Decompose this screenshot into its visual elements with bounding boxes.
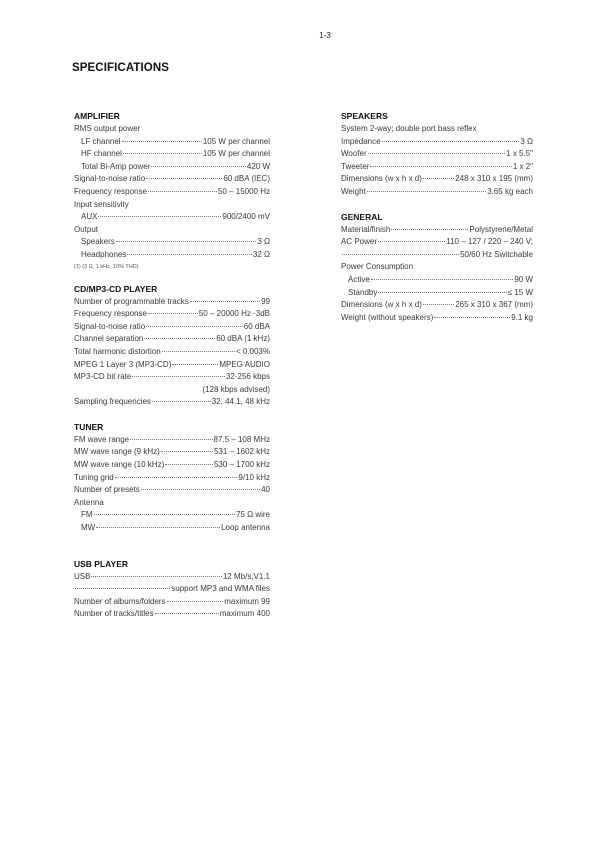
- spec-row: [341, 224, 533, 237]
- spec-label: Input sensitivity: [74, 199, 129, 209]
- spec-value-note: (128 kbps advised): [202, 384, 270, 394]
- spec-label: System 2-way; double port bass reflex: [341, 124, 477, 133]
- spec-value: 265 x 310 x 367 (mm): [455, 300, 533, 310]
- spec-row: [74, 522, 270, 535]
- page-title: SPECIFICATIONS: [72, 62, 170, 74]
- leader-dots: [167, 600, 224, 602]
- spec-label: Frequency response: [74, 186, 147, 196]
- spec-value: 1 x 2": [512, 161, 533, 171]
- leader-dots: [115, 476, 238, 478]
- spec-value: 105 W per channel: [202, 149, 270, 159]
- tuner-section: [74, 422, 270, 535]
- spec-label: Antenna: [74, 497, 104, 507]
- spec-value: 32-256 kbps: [225, 372, 270, 382]
- spec-label: Weight: [341, 186, 366, 196]
- leader-dots: [368, 152, 506, 154]
- spec-row: [74, 211, 270, 224]
- leader-dots: [423, 303, 454, 305]
- spec-label: MPEG 1 Layer 3 (MP3-CD): [74, 359, 172, 369]
- spec-value: Polystyrene/Metal: [469, 224, 533, 234]
- leader-dots: [94, 513, 235, 515]
- spec-value: 1 x 5.5": [506, 149, 533, 159]
- spec-label: Material/finish: [341, 224, 391, 234]
- spec-row: [74, 608, 270, 621]
- spec-value: 60 dBA (IEC): [223, 174, 270, 184]
- spec-value: 99: [261, 296, 270, 306]
- spec-label: LF channel: [81, 136, 121, 146]
- spec-label: MW: [81, 523, 96, 533]
- spec-label: Weight (without speakers): [341, 312, 434, 322]
- spec-label: HF channel: [81, 149, 122, 159]
- spec-value: 50 – 15000 Hz: [217, 186, 270, 196]
- spec-row: [74, 509, 270, 522]
- leader-dots: [132, 375, 225, 377]
- spec-label: Dimensions (w x h x d): [341, 300, 422, 310]
- footnote: (1) (3 Ω, 1 kHz, 10% THD): [74, 263, 139, 270]
- spec-label: Active: [348, 274, 370, 284]
- spec-label: Dimensions (w x h x d): [341, 174, 422, 184]
- spec-label: Total Bi-Amp power: [81, 161, 151, 171]
- spec-row: [74, 459, 270, 472]
- leader-dots: [148, 190, 217, 192]
- spec-label: Speakers: [81, 237, 115, 247]
- leader-dots: [367, 190, 486, 192]
- leader-dots: [370, 165, 511, 167]
- spec-row: [74, 583, 270, 596]
- spec-row: [74, 396, 270, 409]
- spec-label: AC Power: [341, 237, 378, 247]
- section-heading: SPEAKERS: [341, 111, 388, 121]
- spec-label: FM: [81, 510, 93, 520]
- spec-label: Number of programmable tracks: [74, 296, 189, 306]
- leader-dots: [162, 350, 235, 352]
- speakers-section: [341, 111, 533, 199]
- leader-dots: [172, 363, 218, 365]
- spec-label: Power Consumption: [341, 262, 414, 272]
- spec-value: 420 W: [246, 161, 270, 171]
- spec-row: [341, 186, 533, 199]
- spec-row: [341, 173, 533, 186]
- spec-value: Loop antenna: [221, 523, 270, 533]
- section-heading: TUNER: [74, 421, 104, 432]
- spec-row: [74, 359, 270, 372]
- section-heading: CD/MP3-CD PLAYER: [74, 283, 158, 294]
- spec-value: 87.5 – 108 MHz: [213, 434, 270, 444]
- spec-value: 248 x 310 x 195 (mm): [455, 174, 533, 184]
- spec-row: [74, 596, 270, 609]
- spec-row: [341, 299, 533, 312]
- spec-row: [74, 148, 270, 161]
- spec-row: [74, 371, 270, 384]
- spec-row: [341, 161, 533, 174]
- leader-dots: [382, 140, 520, 142]
- spec-value: 900/2400 mV: [222, 212, 270, 222]
- spec-value: 110 – 127 / 220 – 240 V;: [446, 237, 533, 247]
- spec-value: 12 Mb/s,V1.1: [222, 571, 270, 581]
- leader-dots: [378, 240, 445, 242]
- spec-label: FM wave range: [74, 434, 130, 444]
- spec-row: [74, 161, 270, 174]
- spec-value: 90 W: [514, 274, 533, 284]
- spec-value: MPEG AUDIO: [219, 359, 270, 369]
- leader-dots: [116, 240, 257, 242]
- spec-label: Headphones: [81, 249, 127, 259]
- section-heading: GENERAL: [341, 211, 383, 222]
- spec-value: 105 W per channel: [202, 136, 270, 146]
- spec-row: [74, 249, 270, 262]
- spec-label: Signal-to-noise ratio: [74, 174, 146, 184]
- leader-dots: [146, 177, 222, 179]
- spec-label: Number of albums/folders: [74, 596, 166, 606]
- spec-row: [341, 287, 533, 300]
- section-heading: USB PLAYER: [74, 558, 129, 569]
- leader-dots: [371, 278, 514, 280]
- spec-label: MW wave range (9 kHz): [74, 447, 160, 457]
- spec-value: 32, 44.1, 48 kHz: [211, 397, 270, 407]
- leader-dots: [161, 450, 213, 452]
- spec-value: ≤ 15 W: [507, 287, 533, 297]
- spec-row: [341, 148, 533, 161]
- spec-row: [74, 472, 270, 485]
- leader-dots: [146, 325, 243, 327]
- spec-value: support MP3 and WMA files: [171, 584, 270, 594]
- spec-value: 531 – 1602 kHz: [213, 447, 270, 457]
- leader-dots: [122, 140, 202, 142]
- leader-dots: [378, 291, 506, 293]
- spec-row: [74, 446, 270, 459]
- spec-label: Tweeter: [341, 161, 370, 171]
- leader-dots: [130, 438, 212, 440]
- spec-row: [74, 173, 270, 186]
- spec-label: Channel separation: [74, 334, 144, 344]
- spec-value: < 0.003%: [235, 346, 270, 356]
- spec-row: [341, 274, 533, 287]
- spec-value: 9/10 kHz: [238, 472, 270, 482]
- spec-value: 75 Ω wire: [236, 510, 270, 520]
- spec-label: Woofer: [341, 149, 367, 159]
- spec-label: Tuning grid: [74, 472, 114, 482]
- leader-dots: [96, 526, 220, 528]
- leader-dots: [165, 463, 213, 465]
- leader-dots: [123, 152, 202, 154]
- spec-value: 530 – 1700 kHz: [213, 460, 270, 470]
- spec-row: [341, 312, 533, 325]
- spec-label: Frequency response: [74, 309, 147, 319]
- leader-dots: [155, 612, 219, 614]
- leader-dots: [152, 400, 211, 402]
- spec-row: [74, 571, 270, 584]
- spec-label: Standby: [348, 287, 378, 297]
- cd-player-section: [74, 284, 270, 409]
- usb-player-section: [74, 559, 270, 621]
- leader-dots: [127, 253, 252, 255]
- leader-dots: [144, 337, 215, 339]
- leader-dots: [391, 228, 468, 230]
- spec-row: [74, 484, 270, 497]
- spec-value: 32 Ω: [252, 249, 270, 259]
- spec-value: 40: [261, 485, 270, 495]
- spec-value: 3.65 kg each: [487, 186, 533, 196]
- left-column: [74, 111, 270, 634]
- spec-label: Signal-to-noise ratio: [74, 321, 146, 331]
- spec-row: [74, 333, 270, 346]
- spec-label: Total harmonic distortion: [74, 346, 161, 356]
- leader-dots: [148, 312, 198, 314]
- spec-label: AUX: [81, 212, 98, 222]
- spec-value: 60 dBA (1 kHz): [216, 334, 270, 344]
- spec-row: [74, 236, 270, 249]
- spec-label: USB: [74, 571, 91, 581]
- spec-value: maximum 400: [219, 609, 270, 619]
- spec-value: 50/60 Hz Switchable: [460, 249, 533, 259]
- spec-label: Impedance: [341, 136, 381, 146]
- spec-value: 50 – 20000 Hz -3dB: [198, 309, 270, 319]
- spec-row: [341, 136, 533, 149]
- spec-label: Number of presets: [74, 485, 140, 495]
- spec-row: [74, 321, 270, 334]
- spec-label: Sampling frequencies: [74, 397, 151, 407]
- spec-value: 3 Ω: [520, 136, 533, 146]
- leader-dots: [141, 488, 260, 490]
- spec-label: RMS output power: [74, 124, 141, 133]
- leader-dots: [190, 300, 260, 302]
- spec-row: [74, 434, 270, 447]
- spec-value: 60 dBA: [243, 321, 270, 331]
- spec-row: [341, 236, 533, 249]
- spec-value: 3 Ω: [257, 237, 270, 247]
- spec-row: [74, 186, 270, 199]
- spec-value: maximum 99: [224, 596, 270, 606]
- leader-dots: [151, 165, 246, 167]
- leader-dots: [423, 177, 454, 179]
- spec-label: MP3-CD bit rate: [74, 372, 132, 382]
- leader-dots: [342, 253, 459, 255]
- amplifier-section: [74, 111, 270, 271]
- spec-row: [74, 346, 270, 359]
- spec-row: [341, 249, 533, 262]
- leader-dots: [434, 316, 510, 318]
- leader-dots: [98, 215, 221, 217]
- leader-dots: [91, 575, 221, 577]
- general-section: [341, 212, 533, 325]
- spec-value: 9.1 kg: [511, 312, 533, 322]
- spec-label: MW wave range (10 kHz): [74, 460, 165, 470]
- spec-row: [74, 296, 270, 309]
- section-heading: AMPLIFIER: [74, 111, 120, 121]
- page-number: 1-3: [319, 31, 331, 40]
- spec-row: [74, 136, 270, 149]
- spec-label: Number of tracks/titles: [74, 609, 154, 619]
- leader-dots: [75, 587, 170, 589]
- right-column: [341, 111, 533, 337]
- spec-label: Output: [74, 224, 99, 234]
- spec-row: [74, 308, 270, 321]
